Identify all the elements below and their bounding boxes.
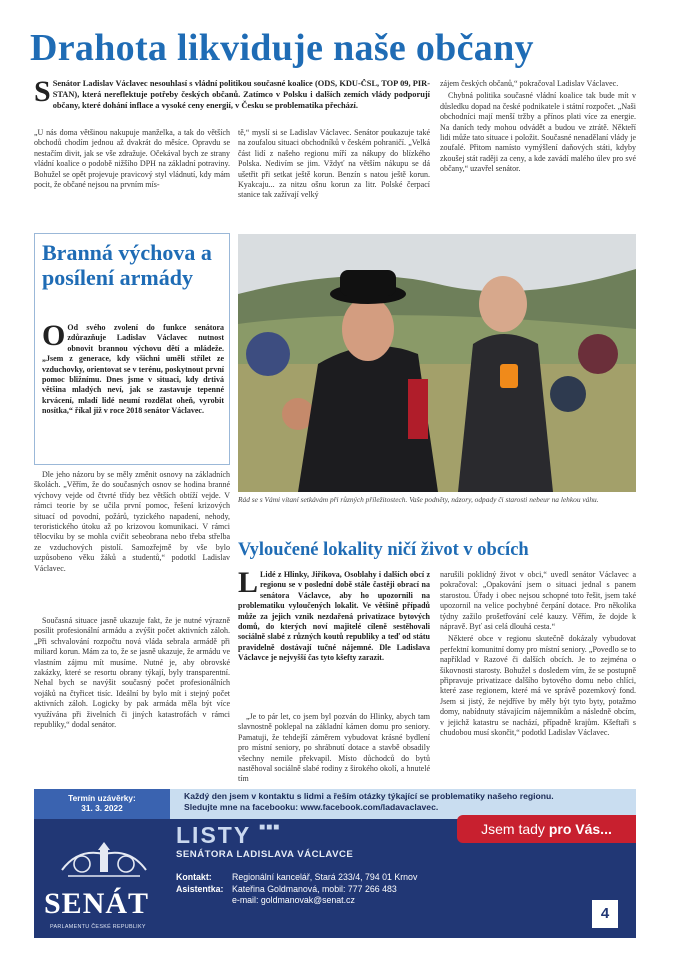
contact-block: [176, 872, 417, 907]
badge-prefix: Jsem tady: [481, 821, 549, 837]
paragraph: Některé obce v regionu skutečně dokázaly vybudovat perfektní komunitní domy pro místní seniory. „Povedlo se to například v Razové či dalších obcích. Je to zejména o šikovnosti starosty. Bohužel s dosledem vím, že se postupně připravuje privatizace dalšího bytového domu nebo chlíci, které zase regionem, které má ve správě pozemkový fond. Jsem si jistý, že nejdříve by měly být tyto byty, potažmo domy, nabídnuty stávajícím nájemníkům a následně obcím, v jejichž katastru se nachází, případně krajům. Kšeftaři s chudobou musí skončit,“ podotkl Ladislav Václavec.: [440, 634, 636, 738]
article2-title: Branná výchova a posílení armády: [42, 240, 212, 290]
lead-text: Senátor Ladislav Václavec nesouhlasí s vládní politikou současné koalice (ODS, KDU-ČSL, TOP 09, PIR-STAN), která nereflektuje potřeby českých občanů. Zatímco v Polsku i dalších zemích vlády podporují občany, které dohání inflace a vysoké ceny energií, v Česku se problematika přechází.: [52, 79, 430, 110]
article1-column-1: [34, 128, 230, 228]
senate-logo: SENÁT: [44, 887, 150, 920]
deadline-box: [34, 789, 170, 819]
paragraph: tě,“ myslí si se Ladislav Václavec. Senátor poukazuje také na zoufalou situaci obchodníků v českém pohraničí. „Velká část lidí z našeho regionu míří za nákupy do blízkého Polska. Nedivím se jim. Vždyť na větším nákupu se dá ušetřit při setkat ještě korun. Benzín s natou ještě korun. Kyakcaju... za nitzu ošnu korun za litr. Polské čerpací stanice tak zažívají velký: [238, 128, 430, 200]
listy-subtitle: SENÁTORA LADISLAVA VÁCLAVCE: [176, 849, 354, 860]
assistant-value: Kateřina Goldmanová, mobil: 777 266 483: [232, 883, 397, 894]
facebook-link[interactable]: Sledujte mne na facebooku: www.facebook.com/ladavaclavec.: [184, 802, 439, 812]
article3-lead: [238, 570, 430, 716]
article3-body-2: [440, 570, 636, 784]
here-for-you-badge: [457, 815, 636, 843]
paragraph: Chybná politika současné vládní koalice tak bude mít v důsledku dopad na české podnikatele i státní rozpočet. „Naši obchodníci mají menší tržby a přínos plati více za energie. Na daních tedy mohou odvádět a budou ve ztrátě. Někteří lidi může tato situace i položit. Současné nenadělaní vlády je zoufalé. Přitom namísto vymýšlení daňových státi, kdyby zkoušej stát raději za ceny, a kde zavádí malého úlev pro své občany,“ uzavřel senátor.: [440, 91, 636, 174]
dropcap: O: [42, 323, 66, 352]
lead-text: Od svého zvolení do funkce senátora zdůrazňuje Ladislav Václavec nutnost obnovit brannou výchovu dětí a mládeže. „Jsem z generace, kdy všichni uměli střílet ze vzduchovky, orientovat se v terénu, poskytnout první pomoc bližnímu. Dnes jsme v situaci, kdy drtivá většina mladých neví, jak se zastavuje tepenné krvácení, mladí lidé neumí rozdělat oheň, vyrobit nosítka,“ říkal již v roce 2018 senátor Václavec.: [42, 323, 224, 416]
paragraph: „U nás doma většinou nakupuje manželka, a tak do větších obchodů chodím jednou až dvakrát do měsíce. Opravdu se nestačím divit, jak se vše zdražuje. Očekával bych ze strany vládní koalice o podobě nižšího DPH na základní potraviny. Bohužel se opět projevuje pravicový styl vládnutí, kdy mám pocit, že občané nejsou na prvním mís-: [34, 128, 230, 190]
article2-body-2: [34, 616, 230, 784]
facebook-notice: [184, 791, 634, 813]
page-number: 4: [592, 900, 618, 928]
email-link[interactable]: e-mail: goldmanovak@senat.cz: [232, 895, 355, 906]
article3-title: Vyloučené lokality ničí život v obcích: [238, 540, 529, 560]
photo-illustration: [238, 234, 636, 492]
paragraph: narušili poklidný život v obci,“ uvedl senátor Václavec a pokračoval: „Opakování jsem o situaci jednal s panem starostou. Úřady i obec nejsou schopné toto řešit, jsem také upozornil na velice pochybné čerpání dotace. Pro několika týdny zažilo prošetřování celé kauzy. Věřím, že dojde k nápravě. Byť asi celá dlouhá cesta.“: [440, 570, 636, 632]
assistant-label: Asistentka:: [176, 883, 224, 894]
article3-body-1: [238, 712, 430, 784]
paragraph: „Je to pár let, co jsem byl pozván do Hlinky, abych tam slavnostně poklepal na základní kámen domu pro seniory. Pamatuji, že tehdejší záměrem vybudovat krásné bydlení pro místní seniory, po shrábnutí dotace a stavbě obsadily všechny nemile překvapil. Místo důchodců do bytů nastěhoval sociálně slabé rodiny z širokého okolí, a hnutelé tím: [238, 712, 430, 784]
article-lead: [34, 79, 430, 111]
deadline-date: 31. 3. 2022: [81, 803, 123, 813]
senate-emblem-icon: [58, 840, 150, 884]
article2-lead: [42, 323, 224, 459]
listy-logo: [176, 822, 280, 849]
lead-text: Lidé z Hlinky, Jiříkova, Osoblahy i dalších obcí z regionu se v poslední době stále častěji obrací na senátora Václavce, aby ho upozornili na problematiku vyloučených lokalit. Ve většině případů může za jejich vznik nezdařená privatizace bytových domů, do kterých noví majitelé cíleně sestěhovali sociálně slabé z různých koutů republiky a teď od státu pravidelně dostávají tučné nájemné. Dle Ladislava Václavce je nejvyšší čas tyto kšefty zarazit.: [238, 570, 430, 663]
paragraph: zájem českých občanů,“ pokračoval Ladislav Václavec.: [440, 79, 619, 88]
article1-column-3: [440, 79, 636, 229]
deadline-label: Termín uzávěrky:: [68, 793, 136, 803]
contact-label: Kontakt:: [176, 872, 212, 882]
listy-title: LISTY: [176, 822, 251, 848]
photo-senator: [238, 234, 636, 492]
photo-caption: Rád se s Vámi vítaní setkávám při různých příležitostech. Vaše podněty, názory, odpady či starosti nebeur na lehkou váhu.: [238, 495, 599, 504]
dropcap: L: [238, 570, 259, 599]
dropcap: S: [34, 79, 51, 108]
paragraph: Současná situace jasně ukazuje fakt, že je nutné výrazně posílit profesionální armádu a zvýšit počet aktivních záloh. „Při schvalování rozpočtu nová vláda sebrala armádě při miliard korun. Mám za to, že se jasně ukazuje, že armádu ve vlastním zájmu mít musíme. Nutné je, aby obrovské zakázky, které se resortu obrany týkají, byly transparentní. Nehal bych se navýšit současný počet profesionálních vojáků na čtyřicet tisíc. Ideální by bylo mít i stejný počet aktivních záloh. Logicky by pak armáda měla být více využívána při živelních či jiných katastrofách v rámci republiky,“ dodal senátor.: [34, 616, 230, 730]
article1-column-2: [238, 128, 430, 228]
senate-subtitle: PARLAMENTU ČESKÉ REPUBLIKY: [50, 924, 146, 930]
page-title: Drahota likviduje naše občany: [30, 27, 534, 69]
contact-address: Regionální kancelář, Stará 233/4, 794 01 Krnov: [232, 872, 418, 882]
badge-bold: pro Vás...: [548, 821, 612, 837]
facebook-line-1: Každý den jsem v kontaktu s lidmi a řeším otázky týkající se problematiky našeho regionu.: [184, 791, 554, 801]
paragraph: Dle jeho názoru by se měly změnit osnovy na základních školách. „Věřím, že do současných osnov se hodina branné výchovy vejde od čtvrté třídy bez větších obtíží vejde. V rámci teorie by se učila první pomoc, řešení krizových situací od povodní, požárů, tyzického napadení, nehody, teroristického útoku až po krizovou komunikaci. V rámci tělocviku by se mohla cvičit sebeobrana nebo třeba střelba ze vzduchových pistolí. Samozřejmě by vše bylo uzpůsobeno věku žáků a studentů,“ podotkl Ladislav Václavec.: [34, 470, 230, 573]
squares-icon: ■■■: [259, 822, 281, 833]
article2-body-1: [34, 470, 230, 575]
